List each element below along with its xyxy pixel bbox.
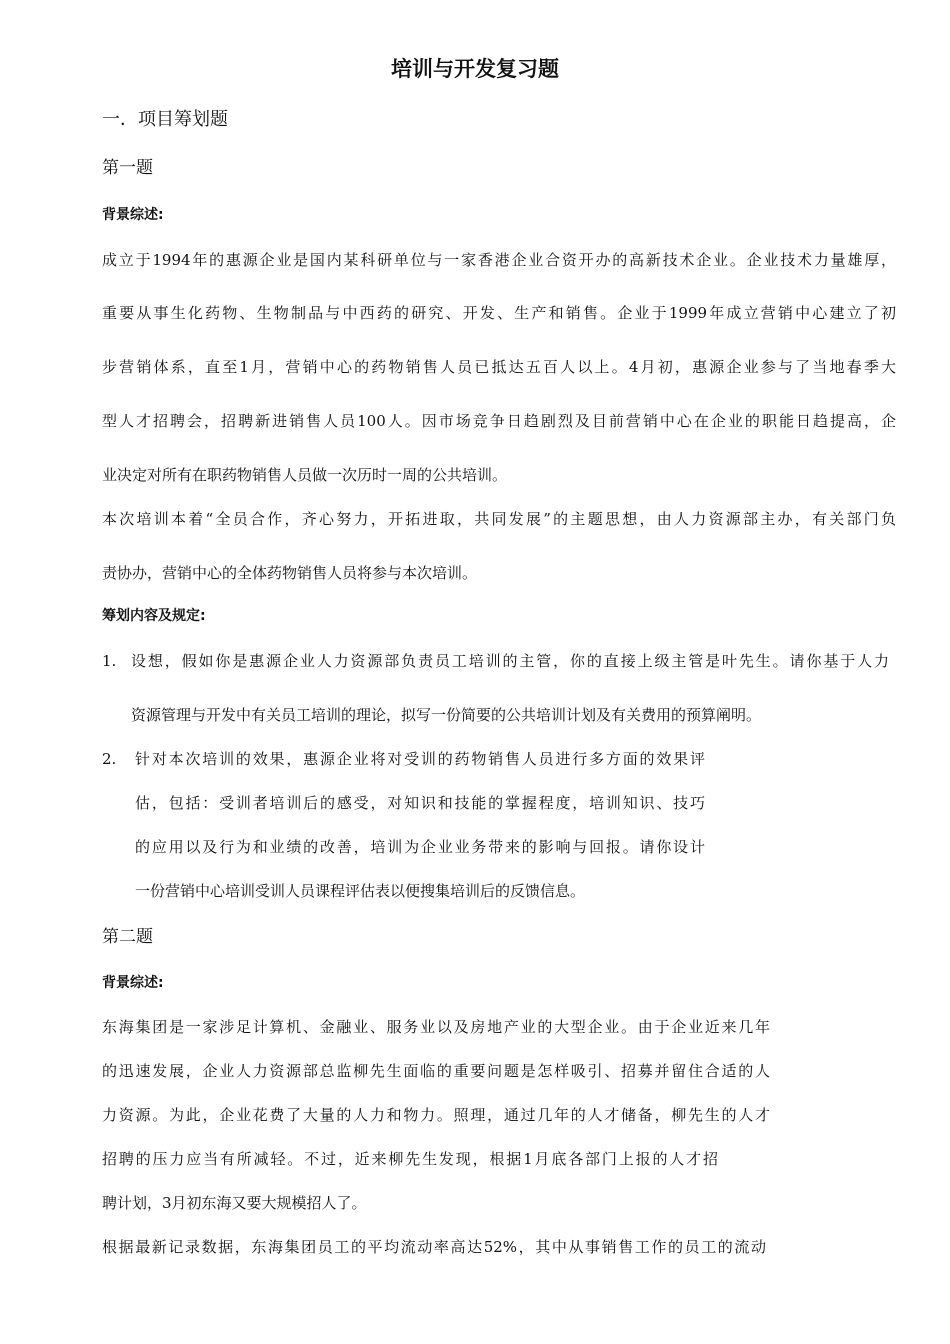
list-item-line: 估，包括：受训者培训后的感受，对知识和技能的掌握程度，培训知识、技巧 bbox=[135, 794, 705, 812]
page-title: 培训与开发复习题 bbox=[391, 57, 559, 81]
q1-background-line: 型人才招聘会，招聘新进销售人员100人。因市场竞争日趋剧烈及目前营销中心在企业的职能日趋提高，企 bbox=[102, 412, 896, 430]
list-item-line: 资源管理与开发中有关员工培训的理论，拟写一份简要的公共培训计划及有关费用的预算阐明。 bbox=[131, 706, 762, 724]
list-item-line: 针对本次培训的效果，惠源企业将对受训的药物销售人员进行多方面的效果评 bbox=[135, 750, 705, 768]
question-2-heading: 第二题 bbox=[102, 927, 153, 947]
q1-background-line: 本次培训本着“全员合作，齐心努力，开拓进取，共同发展”的主题思想，由人力资源部主办，有关部门负 bbox=[102, 510, 896, 528]
q1-background-line: 重要从事生化药物、生物制品与中西药的研究、开发、生产和销售。企业于1999年成立营销中心建立了初 bbox=[102, 304, 896, 322]
list-item-number: 2. bbox=[102, 750, 117, 768]
list-item-line: 一份营销中心培训受训人员课程评估表以便搜集培训后的反馈信息。 bbox=[135, 882, 586, 900]
q1-background-line: 业决定对所有在职药物销售人员做一次历时一周的公共培训。 bbox=[102, 466, 508, 484]
q2-background-line: 东海集团是一家涉足计算机、金融业、服务业以及房地产业的大型企业。由于企业近来几年 bbox=[102, 1018, 770, 1036]
list-item-number: 1. bbox=[102, 652, 117, 670]
q1-background-line: 成立于1994年的惠源企业是国内某科研单位与一家香港企业合资开办的高新技术企业。企业技术力量雄厚， bbox=[102, 251, 896, 269]
q2-background-line: 的迅速发展，企业人力资源部总监柳先生面临的重要问题是怎样吸引、招募并留住合适的人 bbox=[102, 1062, 770, 1080]
q2-background-line: 力资源。为此，企业花费了大量的人力和物力。照理，通过几年的人才储备，柳先生的人才 bbox=[102, 1106, 770, 1124]
q2-background-line: 根据最新记录数据，东海集团员工的平均流动率高达52%，其中从事销售工作的员工的流动 bbox=[102, 1238, 766, 1256]
q1-background-label: 背景综述: bbox=[102, 207, 164, 223]
question-1-heading: 第一题 bbox=[102, 158, 153, 178]
q2-background-line: 聘计划，3月初东海又要大规模招人了。 bbox=[102, 1194, 367, 1212]
q1-background-line: 步营销体系，直至1月，营销中心的药物销售人员已抵达五百人以上。4月初，惠源企业参与了当地春季大 bbox=[102, 358, 896, 376]
q1-requirements-label: 筹划内容及规定: bbox=[102, 608, 206, 624]
list-item-line: 设想，假如你是惠源企业人力资源部负责员工培训的主管，你的直接上级主管是叶先生。请你基于人力 bbox=[131, 652, 889, 670]
q2-background-line: 招聘的压力应当有所减轻。不过，近来柳先生发现，根据1月底各部门上报的人才招 bbox=[102, 1150, 718, 1168]
q2-background-label: 背景综述: bbox=[102, 975, 164, 991]
section-heading: 一．项目筹划题 bbox=[102, 109, 228, 130]
q1-background-line: 责协办，营销中心的全体药物销售人员将参与本次培训。 bbox=[102, 564, 478, 582]
list-item-line: 的应用以及行为和业绩的改善，培训为企业业务带来的影响与回报。请你设计 bbox=[135, 838, 705, 856]
